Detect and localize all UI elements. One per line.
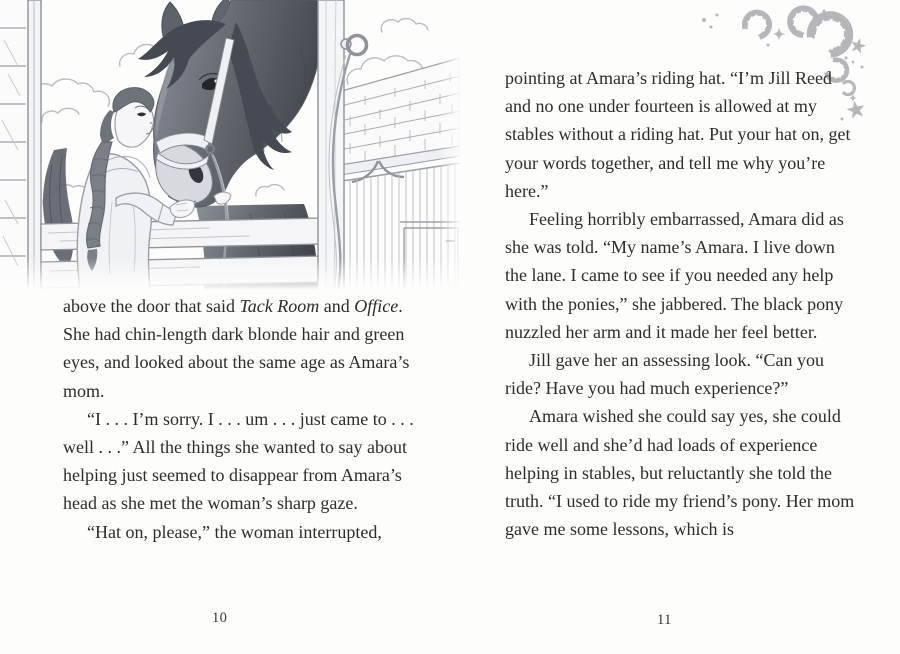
left-page-number: 10 xyxy=(212,610,228,626)
stable-illustration xyxy=(0,0,460,290)
right-page-number: 11 xyxy=(657,612,672,628)
right-page-text xyxy=(505,64,857,543)
paragraph: Feeling horribly embarrassed, Amara did as she was told. “My name’s Amara. I live down the lane. I came to see if you needed any help with the ponies,” she jabbered. The black pony nuzzled her arm and it made her feel better. xyxy=(505,209,844,342)
paragraph xyxy=(63,292,426,405)
girl-hand xyxy=(170,200,195,218)
girl-far-hand xyxy=(214,192,231,204)
body-text: . She had chin-length dark blonde hair and green eyes, and looked about the same age as Amara’s mom. xyxy=(63,296,410,401)
right-page xyxy=(450,0,900,654)
paragraph: “Hat on, please,” the woman interrupted, xyxy=(87,521,382,542)
paragraph: pointing at Amara’s riding hat. “I’m Jill Reed and no one under fourteen is allowed at my stables without a riding hat. Put your hat on, get your words together, and tell me why you’re here.” xyxy=(505,68,851,201)
left-page-text xyxy=(63,292,426,546)
paragraph: “I . . . I’m sorry. I . . . um . . . just came to . . . well . . .” All the things she wanted to say about helping just seemed to disappear from Amara’s head as she met the woman’s sharp gaze. xyxy=(63,408,414,514)
paragraph: Amara wished she could say yes, she could ride well and she’d had loads of experience helping in stables, but reluctantly she told the truth. “I used to ride my friend’s pony. Her mom gave me some lessons, which is xyxy=(505,406,855,540)
body-text: and xyxy=(319,296,355,316)
barn-wall-left xyxy=(0,0,41,290)
italic-text: Office xyxy=(354,296,399,316)
body-text: above the door that said xyxy=(63,296,240,316)
paragraph: Jill gave her an assessing look. “Can you ride? Have you had much experience?” xyxy=(505,350,824,399)
italic-text: Tack Room xyxy=(239,296,320,316)
